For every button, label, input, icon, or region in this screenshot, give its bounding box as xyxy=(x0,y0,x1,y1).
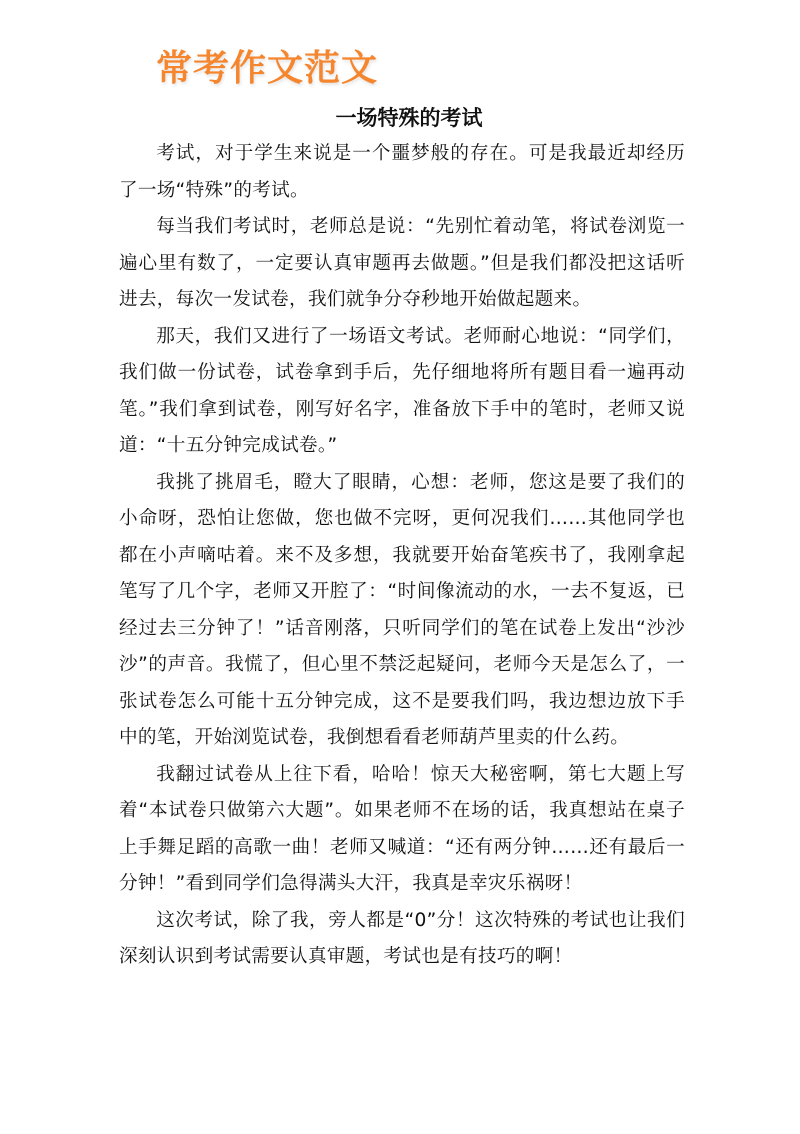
paragraph-5: 我翻过试卷从上往下看，哈哈！惊天大秘密啊，第七大题上写着“本试卷只做第六大题”。如果老师不在场的话，我真想站在桌子上手舞足蹈的高歌一曲！老师又喊道：“还有两分钟……还有最后一分钟！”看到同学们急得满头大汗，我真是幸灾乐祸呀！ xyxy=(119,763,685,894)
essay-body xyxy=(119,136,685,976)
paragraph-2: 每当我们考试时，老师总是说：“先别忙着动笔，将试卷浏览一遍心里有数了，一定要认真审题再去做题。”但是我们都没把这话听进去，每次一发试卷，我们就争分夺秒地开始做起题来。 xyxy=(119,216,685,310)
banner-label: 常考作文范文 xyxy=(156,48,379,89)
paragraph-4: 我挑了挑眉毛，瞪大了眼睛，心想：老师，您这是要了我们的小命呀，恐怕让您做，您也做不完呀，更何况我们……其他同学也都在小声嘀咕着。来不及多想，我就要开始奋笔疾书了，我刚拿起笔写了几个字，老师又开腔了：“时间像流动的水，一去不复返，已经过去三分钟了！”话音刚落，只听同学们的笔在试卷上发出“沙沙沙”的声音。我慌了，但心里不禁泛起疑问，老师今天是怎么了，一张试卷怎么可能十五分钟完成，这不是要我们吗，我边想边放下手中的笔，开始浏览试卷，我倒想看看老师葫芦里卖的什么药。 xyxy=(119,471,685,748)
essay-title: 一场特殊的考试 xyxy=(335,106,483,130)
paragraph-1: 考试，对于学生来说是一个噩梦般的存在。可是我最近却经历了一场“特殊”的考试。 xyxy=(119,143,685,201)
paragraph-3: 那天，我们又进行了一场语文考试。老师耐心地说：“同学们，我们做一份试卷，试卷拿到手后，先仔细地将所有题目看一遍再动笔。”我们拿到试卷，刚写好名字，准备放下手中的笔时，老师又说道：“十五分钟完成试卷。” xyxy=(119,325,685,456)
paragraph-6: 这次考试，除了我，旁人都是“0”分！这次特殊的考试也让我们深刻认识到考试需要认真审题，考试也是有技巧的啊！ xyxy=(119,909,685,967)
